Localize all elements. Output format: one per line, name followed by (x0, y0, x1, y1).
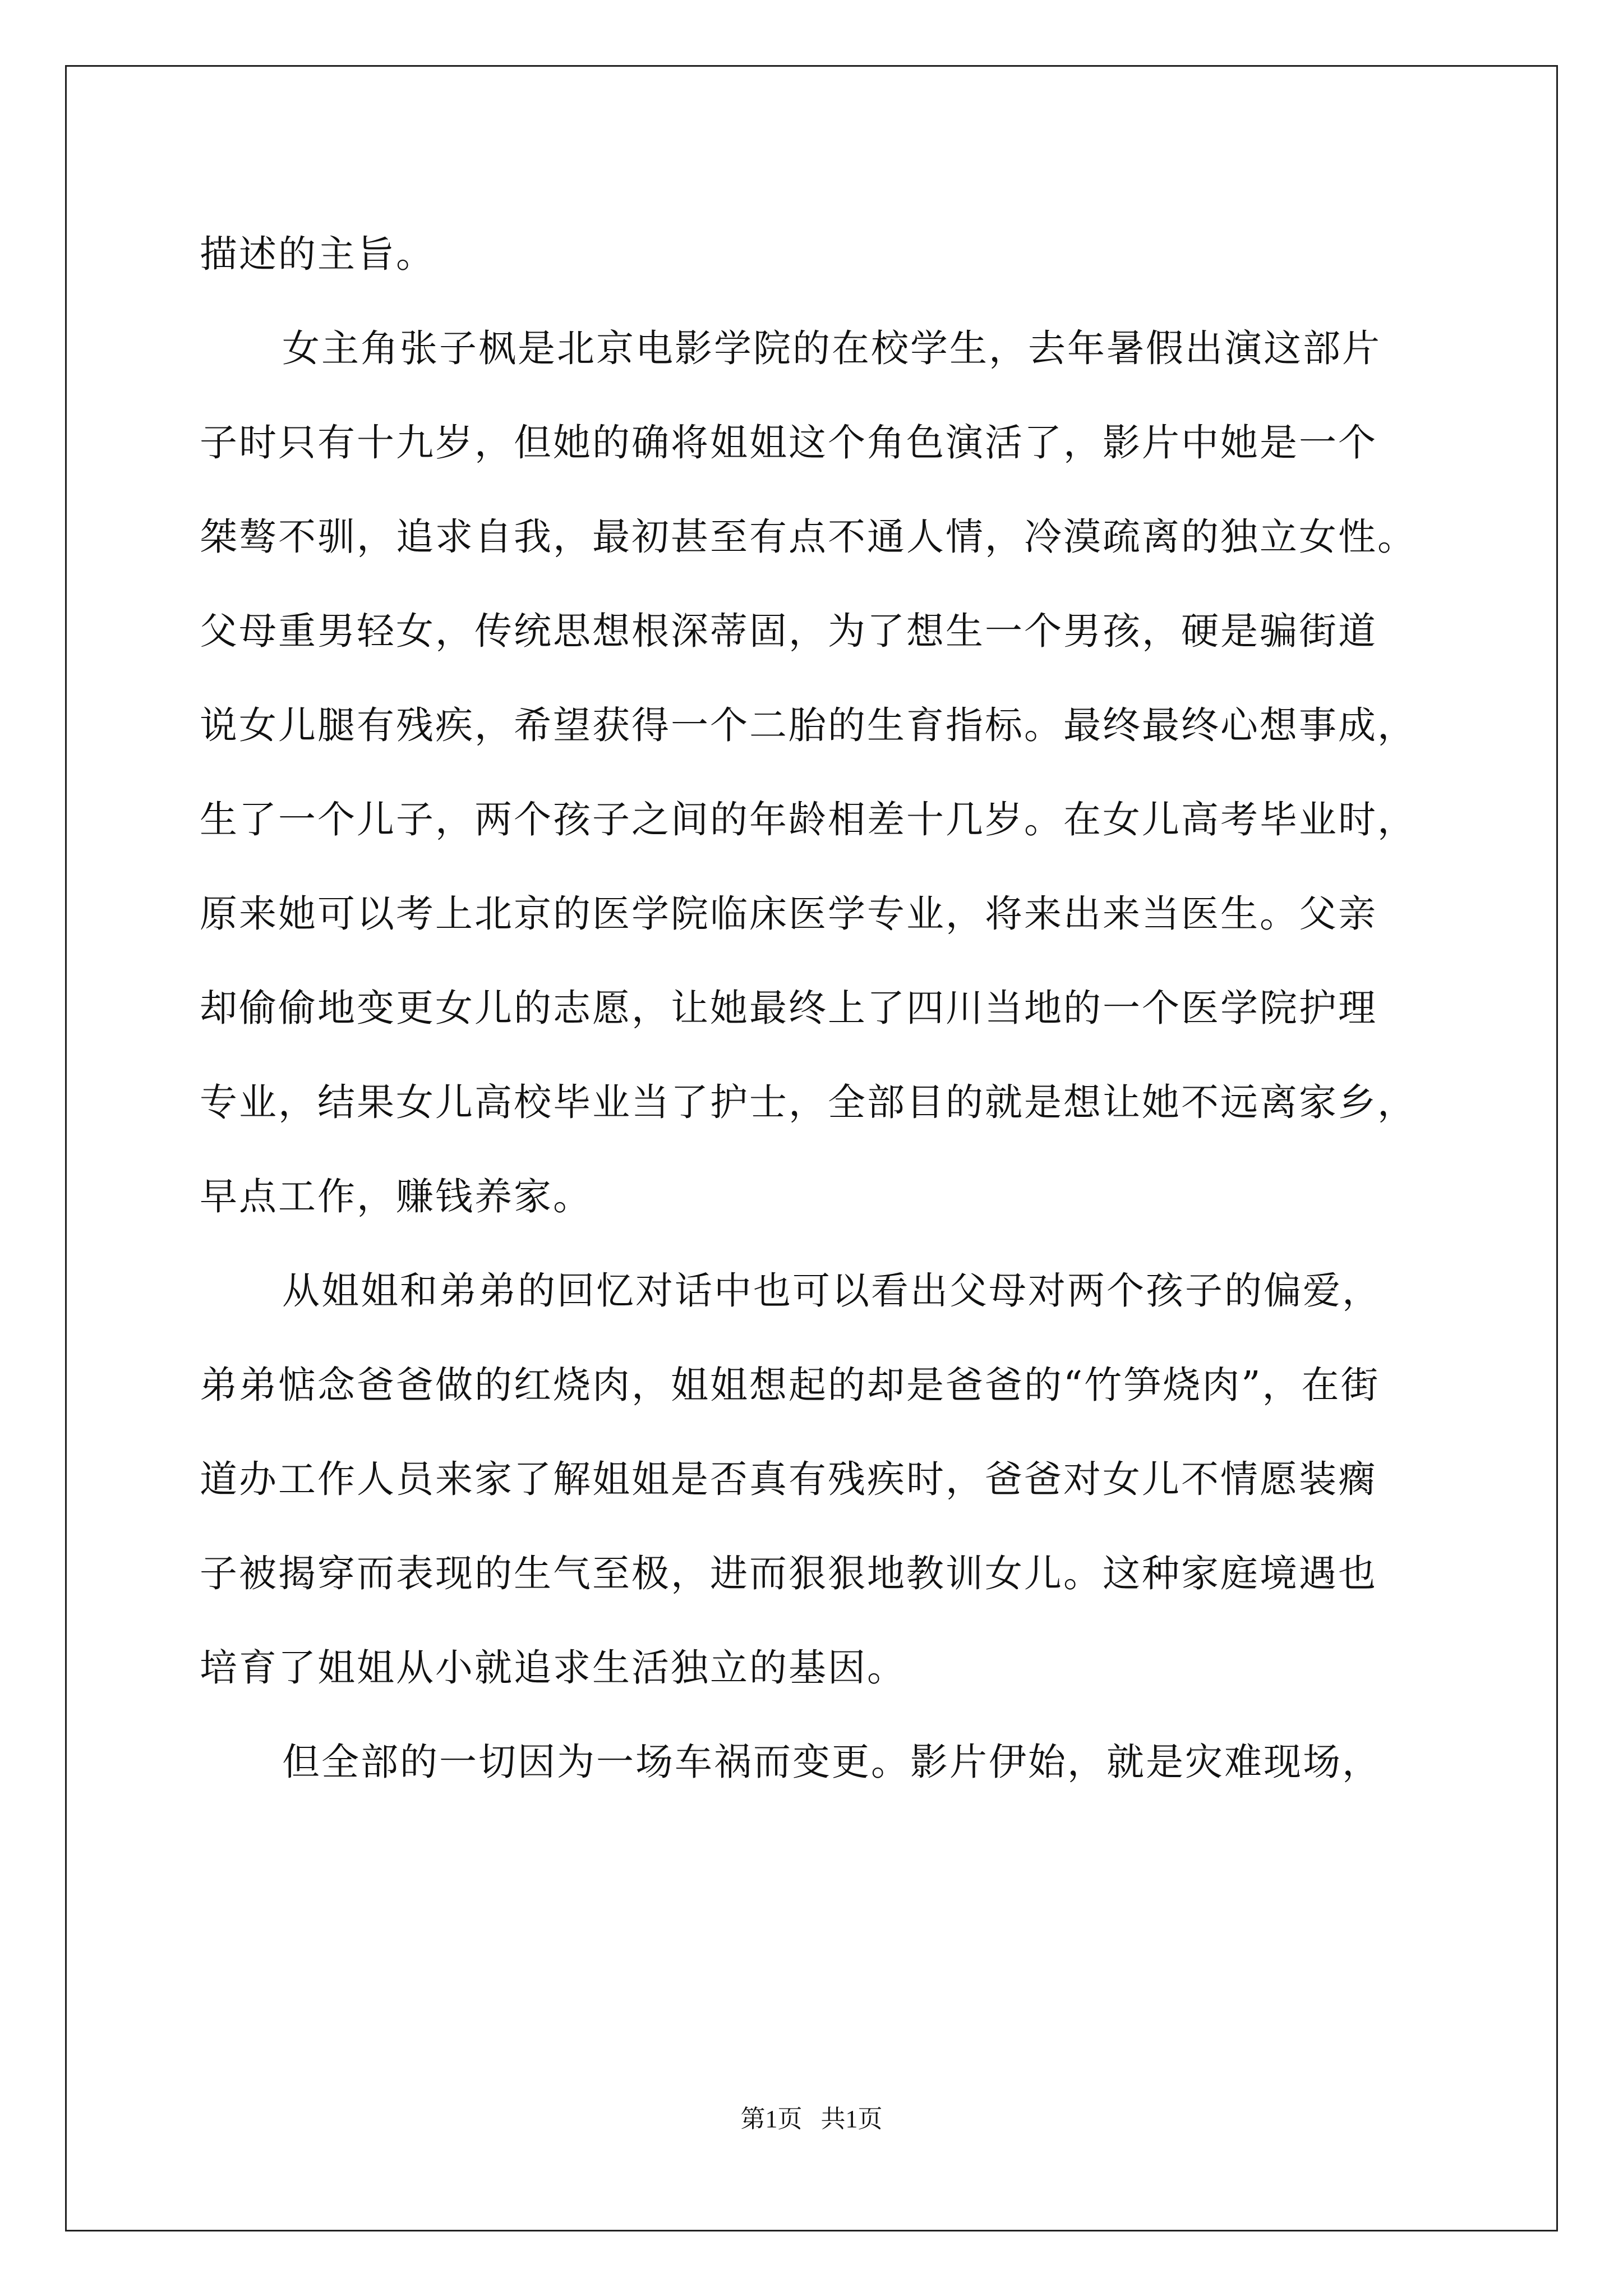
text-line: 原来她可以考上北京的医学院临床医学专业，将来出来当医生。父亲 (200, 892, 1377, 936)
text-line: 生了一个儿子，两个孩子之间的年龄相差十几岁。在女儿高考毕业时， (200, 798, 1417, 841)
text-line: 培育了姐姐从小就追求生活独立的基因。 (200, 1646, 906, 1690)
text-line: 描述的主旨。 (200, 232, 435, 276)
text-line: 说女儿腿有残疾，希望获得一个二胎的生育指标。最终最终心想事成， (200, 703, 1417, 747)
paragraph-first-line: 但全部的一切因为一场车祸而变更。影片伊始，就是灾难现场， (282, 1740, 1381, 1784)
page-border (65, 65, 1558, 2231)
text-line: 专业，结果女儿高校毕业当了护士，全部目的就是想让她不远离家乡， (200, 1080, 1417, 1124)
text-line: 子被揭穿而表现的生气至极，进而狠狠地教训女儿。这种家庭境遇也 (200, 1552, 1377, 1595)
text-line: 子时只有十九岁，但她的确将姐姐这个角色演活了，影片中她是一个 (200, 421, 1377, 464)
text-line: 道办工作人员来家了解姐姐是否真有残疾时，爸爸对女儿不情愿装瘸 (200, 1457, 1377, 1501)
text-line: 早点工作，赚钱养家。 (200, 1175, 592, 1218)
text-line: 父母重男轻女，传统思想根深蒂固，为了想生一个男孩，硬是骗街道 (200, 609, 1377, 653)
text-line: 弟弟惦念爸爸做的红烧肉，姐姐想起的却是爸爸的“竹笋烧肉”，在街 (200, 1363, 1380, 1407)
text-line: 桀骜不驯，追求自我，最初甚至有点不通人情，冷漠疏离的独立女性。 (200, 515, 1417, 559)
text-line: 却偷偷地变更女儿的志愿，让她最终上了四川当地的一个医学院护理 (200, 986, 1377, 1030)
paragraph-first-line: 从姐姐和弟弟的回忆对话中也可以看出父母对两个孩子的偏爱， (282, 1269, 1381, 1313)
paragraph-first-line: 女主角张子枫是北京电影学院的在校学生，去年暑假出演这部片 (282, 326, 1381, 370)
page-number-footer: 第1页 共1页 (740, 2105, 883, 2133)
